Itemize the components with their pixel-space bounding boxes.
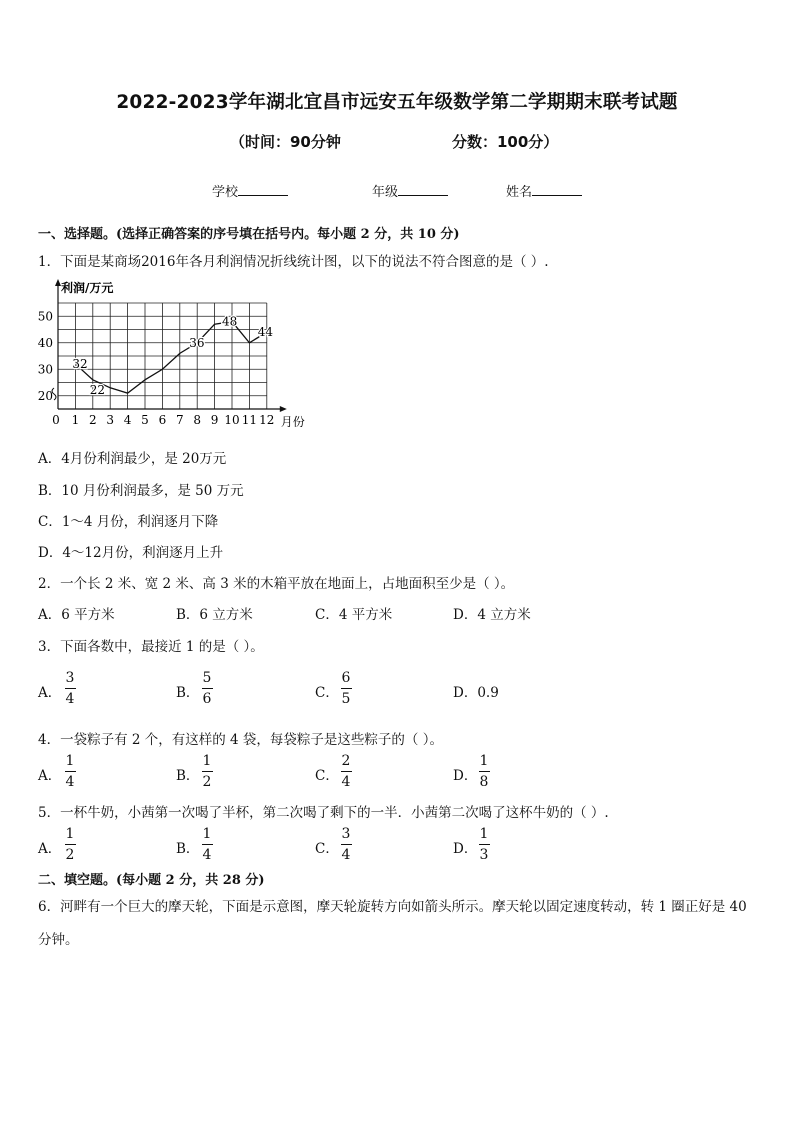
x-tick-label: 8	[193, 413, 202, 427]
fraction-denominator: 2	[65, 847, 75, 863]
school-blank[interactable]	[238, 183, 288, 196]
exam-time: （时间：90分钟	[230, 133, 341, 151]
x-tick-label: 2	[88, 413, 97, 427]
data-label: 22	[89, 382, 106, 397]
fraction-denominator: 4	[341, 774, 351, 790]
q2-option-a[interactable]: A．6 平方米	[38, 607, 115, 623]
fraction-numerator: 1	[202, 753, 212, 769]
q2-option-d[interactable]: D．4 立方米	[453, 607, 531, 623]
grade-blank[interactable]	[398, 183, 448, 196]
fraction-numerator: 1	[65, 753, 75, 769]
chart-y-tick-labels	[38, 309, 53, 403]
x-tick-label: 5	[141, 413, 149, 427]
q4-option-c[interactable]	[315, 764, 339, 784]
chart-y-axis-label: 利润/万元	[61, 281, 114, 295]
school-label: 学校	[212, 185, 239, 200]
fraction-denominator: 4	[65, 691, 75, 707]
name-blank[interactable]	[532, 183, 582, 196]
y-tick-label: 50	[37, 309, 53, 324]
x-tick-label: 6	[158, 413, 167, 427]
fraction-numerator: 2	[341, 753, 351, 769]
q3-option-a-fraction	[63, 670, 77, 708]
x-tick-label: 0	[52, 413, 60, 427]
q3-option-b-fraction	[200, 670, 214, 708]
grade-field	[372, 181, 448, 200]
question-1: 1．下面是某商场2016年各月利润情况折线统计图，以下的说法不符合图意的是（ ）.	[38, 254, 549, 270]
name-field	[506, 181, 582, 200]
question-6-line-2: 分钟。	[38, 932, 79, 948]
q4-option-a-label: A．	[38, 768, 62, 784]
q3-option-c-label: C．	[315, 685, 339, 701]
q5-option-d[interactable]	[453, 837, 477, 857]
question-6-line-1: 6．河畔有一个巨大的摩天轮，下面是示意图，摩天轮旋转方向如箭头所示。摩天轮以固定速度转动，转 1 圈正好是 40	[38, 899, 747, 915]
y-tick-label: 40	[37, 335, 53, 350]
fraction-numerator: 1	[202, 826, 212, 842]
x-tick-label: 1	[71, 413, 80, 427]
fraction-denominator: 4	[65, 774, 75, 790]
question-5: 5．一杯牛奶，小茜第一次喝了半杯，第二次喝了剩下的一半．小茜第二次喝了这杯牛奶的（ ）.	[38, 805, 609, 821]
q2-option-b[interactable]: B．6 立方米	[176, 607, 253, 623]
x-tick-label: 12	[259, 413, 275, 427]
q2-option-c[interactable]: C．4 平方米	[315, 607, 393, 623]
q4-option-d[interactable]	[453, 764, 477, 784]
section-heading-fill: 二、填空题。(每小题 2 分，共 28 分)	[38, 873, 265, 888]
q5-option-c[interactable]	[315, 837, 339, 857]
fraction-denominator: 5	[341, 691, 351, 707]
chart-axes	[52, 279, 287, 412]
data-label: 44	[257, 325, 274, 340]
q5-option-c-label: C．	[315, 841, 339, 857]
chart-x-tick-labels	[52, 413, 274, 427]
q5-option-b-fraction	[200, 826, 214, 864]
q5-option-a[interactable]	[38, 837, 61, 857]
x-tick-label: 9	[210, 413, 219, 427]
q3-option-b[interactable]	[176, 681, 199, 701]
fraction-numerator: 5	[202, 670, 212, 686]
question-3: 3．下面各数中，最接近 1 的是（ ）。	[38, 639, 264, 655]
fraction-numerator: 3	[65, 670, 75, 686]
profit-line-chart	[30, 278, 305, 430]
fraction-numerator: 1	[479, 753, 489, 769]
q3-option-d[interactable]: D．0.9	[453, 685, 499, 701]
fraction-denominator: 8	[479, 774, 489, 790]
q5-option-d-label: D．	[453, 841, 478, 857]
x-tick-label: 7	[175, 413, 184, 427]
q5-option-b-label: B．	[176, 841, 200, 857]
data-label: 32	[72, 356, 88, 371]
q4-option-d-fraction	[477, 753, 491, 791]
school-field	[212, 181, 288, 200]
data-label: 48	[222, 314, 238, 329]
chart-x-axis-label: 月份	[280, 415, 305, 429]
q4-option-c-label: C．	[315, 768, 339, 784]
fraction-numerator: 3	[341, 826, 351, 842]
x-tick-label: 3	[106, 413, 115, 427]
q3-option-c[interactable]	[315, 681, 339, 701]
q4-option-b-label: B．	[176, 768, 200, 784]
q4-option-a-fraction	[63, 753, 77, 791]
q3-option-c-fraction	[339, 670, 353, 708]
section-heading-choice: 一、选择题。(选择正确答案的序号填在括号内。每小题 2 分，共 10 分)	[38, 227, 460, 242]
q3-option-a[interactable]	[38, 681, 61, 701]
fraction-denominator: 3	[479, 847, 489, 863]
q5-option-a-fraction	[63, 826, 77, 864]
q4-option-a[interactable]	[38, 764, 61, 784]
q1-option-d[interactable]: D．4～12月份，利润逐月上升	[38, 545, 224, 561]
q1-option-a[interactable]: A．4月份利润最少，是 20万元	[38, 451, 227, 467]
x-tick-label: 10	[224, 413, 240, 427]
data-label: 36	[189, 335, 205, 350]
question-2: 2．一个长 2 米、宽 2 米、高 3 米的木箱平放在地面上，占地面积至少是（ ）。	[38, 576, 515, 592]
q1-option-b[interactable]: B．10 月份利润最多，是 50 万元	[38, 483, 244, 499]
q5-option-d-fraction	[477, 826, 491, 864]
q5-option-c-fraction	[339, 826, 353, 864]
question-4: 4．一袋粽子有 2 个，有这样的 4 袋，每袋粽子是这些粽子的（ ）。	[38, 732, 443, 748]
x-tick-label: 4	[123, 413, 132, 427]
q5-option-a-label: A．	[38, 841, 62, 857]
fraction-numerator: 6	[341, 670, 351, 686]
x-axis-arrow	[280, 406, 287, 412]
fraction-numerator: 1	[65, 826, 75, 842]
y-tick-label: 30	[37, 362, 53, 377]
page-title: 2022-2023学年湖北宜昌市远安五年级数学第二学期期末联考试题	[116, 92, 678, 113]
q4-option-b-fraction	[200, 753, 214, 791]
q5-option-b[interactable]	[176, 837, 199, 857]
fraction-denominator: 4	[202, 847, 212, 863]
q4-option-b[interactable]	[176, 764, 199, 784]
x-tick-label: 11	[241, 413, 258, 427]
exam-score: 分数：100分）	[452, 133, 559, 151]
q4-option-d-label: D．	[453, 768, 478, 784]
q3-option-a-label: A．	[38, 685, 62, 701]
fraction-numerator: 1	[479, 826, 489, 842]
y-tick-label: 20	[37, 388, 53, 403]
fraction-denominator: 2	[202, 774, 212, 790]
fraction-denominator: 6	[202, 691, 212, 707]
q1-option-c[interactable]: C．1～4 月份，利润逐月下降	[38, 514, 219, 530]
grade-label: 年级	[372, 185, 399, 200]
q4-option-c-fraction	[339, 753, 353, 791]
name-label: 姓名	[506, 185, 533, 200]
q3-option-b-label: B．	[176, 685, 200, 701]
fraction-denominator: 4	[341, 847, 351, 863]
